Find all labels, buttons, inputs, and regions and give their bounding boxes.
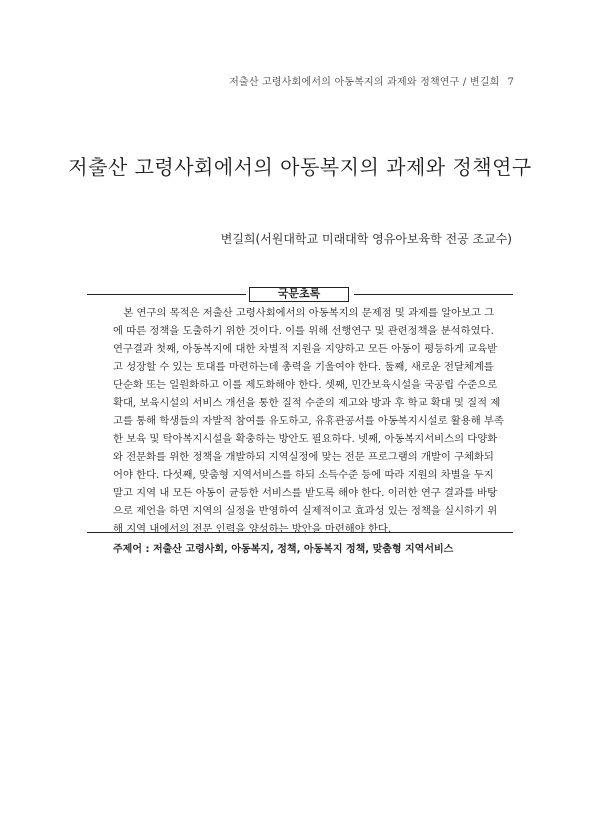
abstract-line: 해 지역 내에서의 전문 인력을 양성하는 방안을 마련해야 한다. — [113, 523, 392, 535]
abstract-line: 확대, 보육시설의 서비스 개선을 통한 질적 수준의 제고와 방과 후 학교 확대 및 질적 제 — [113, 397, 501, 409]
page-number: 7 — [507, 77, 514, 88]
abstract-line: 에 따른 정책을 도출하기 위한 것이다. 이를 위해 선행연구 및 관련정책을 분석하였다. — [113, 325, 494, 337]
divider-line-left — [87, 294, 246, 295]
running-title: 저출산 고령사회에서의 아동복지의 과제와 정책연구 / 변길희 — [229, 77, 500, 88]
abstract-line: 으로 제언을 하면 지역의 실정을 반영하여 실제적이고 효과성 있는 정책을 실시하기 위 — [113, 505, 498, 517]
keywords-rule — [87, 532, 513, 533]
abstract-line: 한 보육 및 탁아복지시설을 확충하는 방안도 필요하다. 넷째, 아동복지서비스의 다양화 — [113, 433, 498, 445]
abstract-heading-divider — [87, 288, 513, 302]
abstract-body — [113, 304, 504, 538]
abstract-line: 와 전문화를 위한 정책을 개발하되 지역실정에 맞는 전문 프로그램의 개발이 구체화되 — [113, 451, 494, 463]
abstract-heading: 국문초록 — [249, 287, 349, 302]
divider-line-right — [354, 294, 513, 295]
abstract-line: 단순화 또는 일원화하고 이를 제도화해야 한다. 셋째, 민간보육시설을 국공립 수준으로 — [113, 379, 498, 391]
abstract-line: 연구결과 첫째, 아동복지에 대한 차별적 지원을 지양하고 모든 아동이 평등하게 교육받 — [113, 343, 498, 355]
abstract-line: 고 성장할 수 있는 토대를 마련하는데 총력을 기울여야 한다. 둘째, 새로운 전달체계를 — [113, 361, 494, 373]
abstract-line: 어야 한다. 다섯째, 맞춤형 지역서비스를 하되 소득수준 등에 따라 지원의 차별을 두지 — [113, 469, 494, 481]
abstract-line: 고를 통해 학생들의 자발적 참여를 유도하고, 유휴관공서를 아동복지시설로 활용해 부족 — [113, 415, 504, 427]
abstract-line: 말고 지역 내 모든 아동이 균등한 서비스를 받도록 해야 한다. 이러한 연구 결과를 바탕 — [113, 487, 498, 499]
abstract-line: 본 연구의 목적은 저출산 고령사회에서의 아동복지의 문제점 및 과제를 알아보고 그 — [113, 307, 495, 319]
paper-title: 저출산 고령사회에서의 아동복지의 과제와 정책연구 — [68, 155, 532, 179]
author-affiliation: 변길희(서원대학교 미래대학 영유아보육학 전공 조교수) — [220, 232, 512, 246]
keywords: 주제어 : 저출산 고령사회, 아동복지, 정책, 아동복지 정책, 맞춤형 지역서비스 — [113, 544, 454, 555]
running-header — [229, 73, 514, 88]
